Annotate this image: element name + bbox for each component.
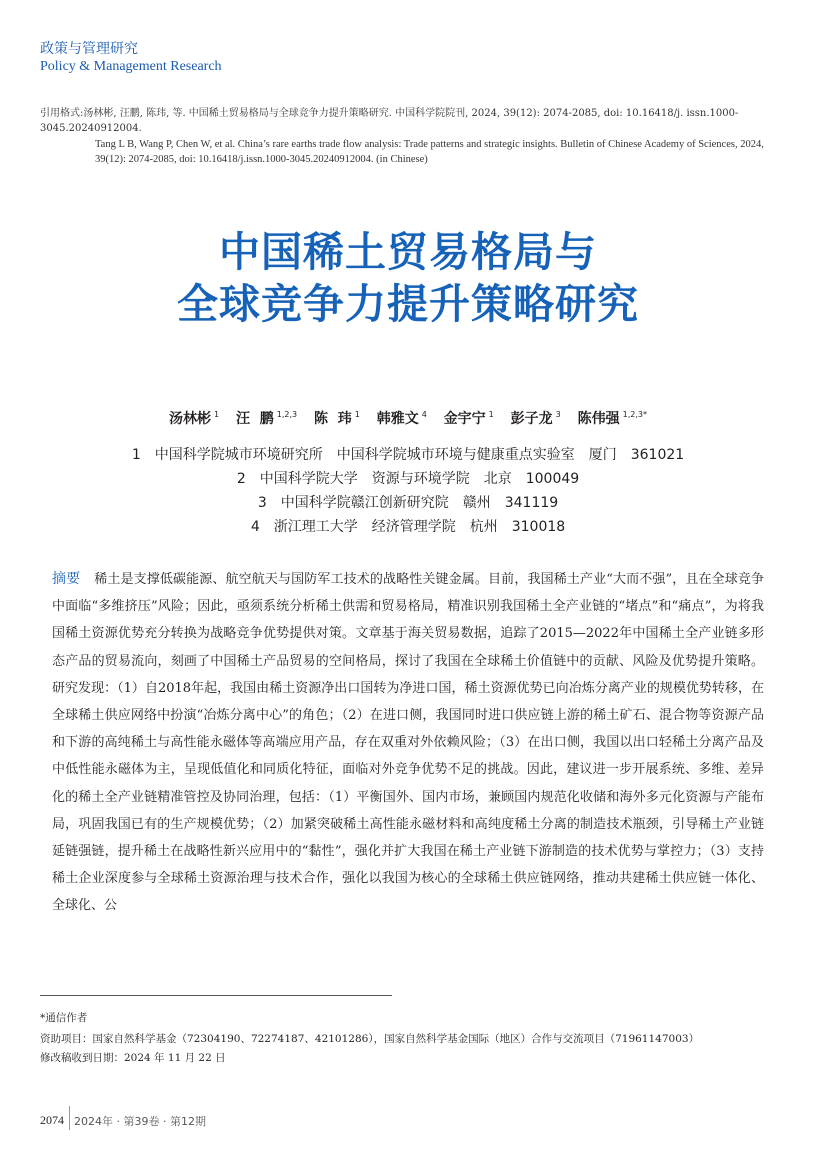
affiliation-1 xyxy=(0,444,816,464)
author-name: 汪 鹏 xyxy=(236,411,274,427)
affiliation-number: 2 xyxy=(236,471,246,487)
author-affiliation-mark: 3 xyxy=(555,410,561,420)
affiliation-4 xyxy=(0,516,816,536)
affiliation-city: 北京 xyxy=(483,471,512,487)
author xyxy=(236,411,297,427)
affiliation-postcode: 361021 xyxy=(630,447,685,463)
author-affiliation-mark: 4 xyxy=(421,410,427,420)
author xyxy=(511,411,561,427)
citation-cn xyxy=(40,106,776,136)
affiliation-school: 经济管理学院 xyxy=(371,519,456,535)
affiliation-2 xyxy=(0,468,816,488)
section-title-cn: 政策与管理研究 xyxy=(40,41,138,57)
affiliation-institute: 中国科学院城市环境研究所 xyxy=(154,447,323,463)
affiliation-institute: 中国科学院大学 xyxy=(259,471,358,487)
corresponding-author-note: *通信作者 xyxy=(40,1012,88,1024)
abstract-text: 稀土是支撑低碳能源、航空航天与国防军工技术的战略性关键金属。目前，我国稀土产业“大而不强”，且在全球竞争中面临“多维挤压”风险；因此，亟须系统分析稀土供需和贸易格局，精准识别我国稀土全产业链的“堵点”和“痛点”，为将我国稀土资源优势充分转换为战略竞争优势提供对策。文章基于海关贸易数据，追踪了2015—2022年中国稀土全产业链多形态产品的贸易流向，刻画了中国稀土产品贸易的空间格局，探讨了我国在全球稀土价值链中的贡献、风险及优势提升策略。研究发现：（1）自2018年起，我国由稀土资源净出口国转为净进口国，稀土资源优势已向冶炼分离产业的规模优势转移，在全球稀土供应网络中扮演“冶炼分离中心”的角色；（2）在进口侧，我国同时进口供应链上游的稀土矿石、混合物等资源产品和下游的高纯稀土与高性能永磁体等高端应用产品，存在双重对外依赖风险；（3）在出口侧，我国以出口轻稀土分离产品及中低性能永磁体为主，呈现低值化和同质化特征，面临对外竞争优势不足的挑战。因此，建议进一步开展系统、多维、差异化的稀土全产业链精准管控及协同治理，包括：（1）平衡国外、国内市场，兼顾国内规范化收储和海外多元化资源与产能布局，巩固我国已有的生产规模优势；（2）加紧突破稀土高性能永磁材料和高纯度稀土分离的制造技术瓶颈，引导稀土产业链延链强链，提升稀土在战略性新兴应用中的“黏性”，强化并扩大我国在稀土产业链下游制造的技术优势与掌控力；（3）支持稀土企业深度参与全球稀土资源治理与技术合作，强化以我国为核心的全球稀土供应链网络，推动共建稀土供应链一体化、全球化、公 xyxy=(52,572,765,914)
author-name: 韩雅文 xyxy=(376,411,419,427)
affiliation-city: 杭州 xyxy=(469,519,498,535)
affiliation-institute: 中国科学院赣江创新研究院 xyxy=(280,495,449,511)
author xyxy=(578,411,647,427)
affiliation-postcode: 341119 xyxy=(504,495,559,511)
author-name: 彭子龙 xyxy=(510,411,553,427)
affiliation-lab: 中国科学院城市环境与健康重点实验室 xyxy=(336,447,575,463)
author-name: 金宇宁 xyxy=(443,411,486,427)
abstract xyxy=(52,566,764,920)
affiliation-postcode: 100049 xyxy=(525,471,580,487)
author xyxy=(169,411,219,427)
received-date-note: 修改稿收到日期：2024 年 11 月 22 日 xyxy=(40,1052,226,1064)
author-affiliation-mark: 1 xyxy=(214,410,220,420)
author-affiliation-mark: 1,2,3* xyxy=(622,410,647,420)
affiliation-number: 4 xyxy=(250,519,260,535)
affiliation-city: 赣州 xyxy=(462,495,491,511)
article-title-line2: 全球竞争力提升策略研究 xyxy=(177,280,639,328)
folio-divider xyxy=(69,1106,70,1130)
footnote-divider xyxy=(40,995,392,996)
abstract-label: 摘要 xyxy=(52,571,81,587)
funding-note: 资助项目：国家自然科学基金（72304190、72274187、42101286），国家自然科学基金国际（地区）合作与交流项目（71961147003） xyxy=(40,1033,700,1045)
page-number: 2074 xyxy=(40,1113,64,1127)
author-name: 陈 玮 xyxy=(313,411,352,427)
citation-en: Tang L B, Wang P, Chen W, et al. China’s rare earths trade flow analysis: Trade patterns and strategic insights. Bulletin of Chinese Academy of Sciences, 2024, 39(12): 2074-2085, doi: 10.16418/j.issn.1000-3045.20240912004. (in Chinese) xyxy=(95,139,764,165)
author-affiliation-mark: 1,2,3 xyxy=(276,410,298,420)
citation-cn-text: 汤林彬, 汪鹏, 陈玮, 等. 中国稀土贸易格局与全球竞争力提升策略研究. 中国科学院院刊, 2024, 39(12): 2074-2085, doi: 10.16418/j. issn.1000-3045.20240912004. xyxy=(40,108,739,134)
affiliation-3 xyxy=(0,492,816,512)
affiliation-number: 1 xyxy=(131,447,141,463)
author-name: 陈伟强 xyxy=(577,411,620,427)
author xyxy=(377,411,427,427)
author-affiliation-mark: 1 xyxy=(488,410,494,420)
author xyxy=(314,411,360,427)
affiliation-city: 厦门 xyxy=(588,447,617,463)
section-title-en: Policy & Management Research xyxy=(40,59,222,74)
author-list xyxy=(0,408,816,428)
affiliation-number: 3 xyxy=(257,495,267,511)
author-affiliation-mark: 1 xyxy=(354,410,360,420)
issue-info: 2024年 · 第39卷 · 第12期 xyxy=(74,1115,206,1128)
author-name: 汤林彬 xyxy=(169,411,212,427)
citation-label: 引用格式: xyxy=(40,108,84,119)
affiliation-postcode: 310018 xyxy=(511,519,566,535)
affiliation-school: 资源与环境学院 xyxy=(371,471,470,487)
author xyxy=(444,411,494,427)
affiliation-institute: 浙江理工大学 xyxy=(273,519,358,535)
article-title-line1: 中国稀土贸易格局与 xyxy=(219,228,597,276)
